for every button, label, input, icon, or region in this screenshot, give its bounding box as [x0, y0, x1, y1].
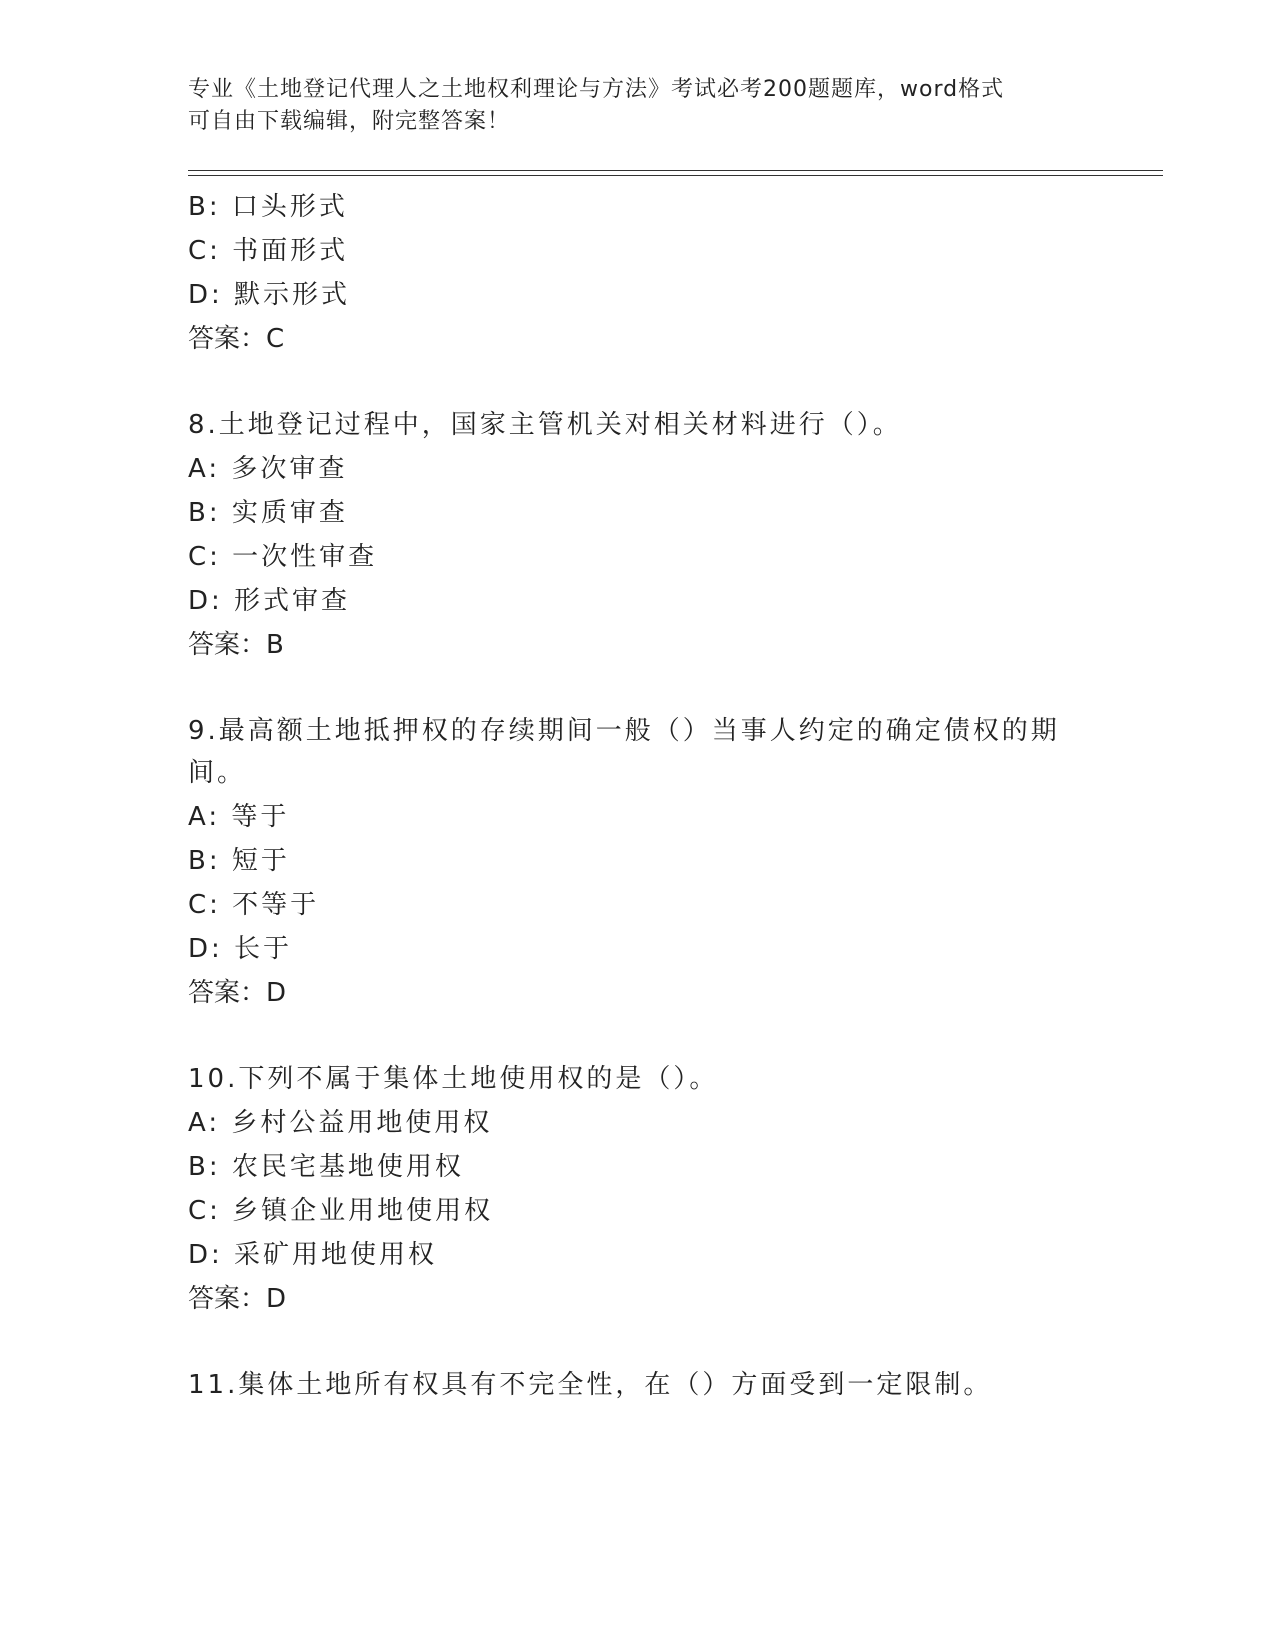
q8-option-c: C: 一次性审查: [188, 542, 378, 572]
prev-option-b: B: 口头形式: [188, 192, 348, 222]
prev-option-d: D: 默示形式: [188, 280, 351, 310]
q8-answer: 答案：B: [188, 630, 284, 660]
q10-question: 10.下列不属于集体土地使用权的是（）。: [188, 1064, 719, 1094]
header-rule-top: [188, 170, 1163, 171]
q8-option-a: A: 多次审查: [188, 454, 348, 484]
q10-option-c: C: 乡镇企业用地使用权: [188, 1196, 494, 1226]
prev-answer: 答案：C: [188, 324, 285, 354]
q10-option-a: A: 乡村公益用地使用权: [188, 1108, 493, 1138]
q9-question-line-2: 间。: [188, 758, 247, 788]
q8-option-b: B: 实质审查: [188, 498, 348, 528]
q10-answer: 答案：D: [188, 1284, 287, 1314]
q10-option-b: B: 农民宅基地使用权: [188, 1152, 464, 1182]
q8-question: 8.土地登记过程中，国家主管机关对相关材料进行（）。: [188, 410, 902, 440]
q9-answer: 答案：D: [188, 978, 287, 1008]
q9-question-line-1: 9.最高额土地抵押权的存续期间一般（）当事人约定的确定债权的期: [188, 716, 1060, 746]
prev-option-c: C: 书面形式: [188, 236, 349, 266]
q9-option-c: C: 不等于: [188, 890, 320, 920]
header-line-1: 专业《土地登记代理人之土地权利理论与方法》考试必考200题题库，word格式: [188, 77, 1005, 102]
q10-option-d: D: 采矿用地使用权: [188, 1240, 438, 1270]
q9-option-b: B: 短于: [188, 846, 290, 876]
q9-option-a: A: 等于: [188, 802, 290, 832]
q8-option-d: D: 形式审查: [188, 586, 351, 616]
header-rule-bottom: [188, 175, 1163, 176]
q9-option-d: D: 长于: [188, 934, 293, 964]
q11-question: 11.集体土地所有权具有不完全性，在（）方面受到一定限制。: [188, 1370, 993, 1400]
header-line-2: 可自由下载编辑，附完整答案！: [188, 109, 511, 134]
document-header: [188, 74, 1068, 138]
